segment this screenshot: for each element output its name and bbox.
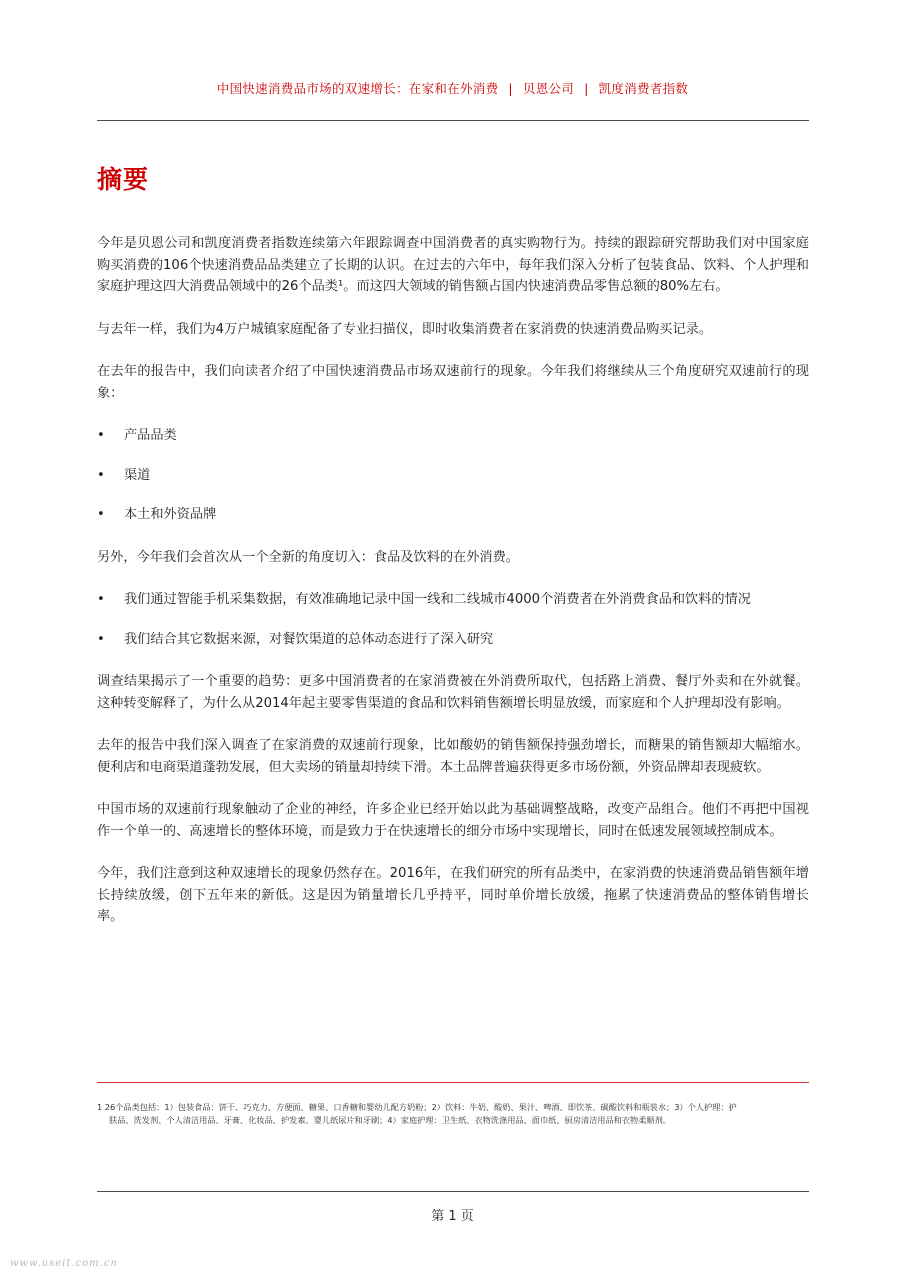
- paragraph-intro: 今年是贝恩公司和凯度消费者指数连续第六年跟踪调查中国消费者的真实购物行为。持续的跟踪研究帮助我们对中国家庭购买消费的106个快速消费品品类建立了长期的认识。在过去的六年中，每年我们深入分析了包装食品、饮料、个人护理和家庭护理这四大消费品领域中的26个品类¹。而这四大领域的销售额占国内快速消费品零售总额的80%左右。: [97, 236, 809, 294]
- list-item: • 我们结合其它数据来源，对餐饮渠道的总体动态进行了深入研究: [97, 629, 809, 651]
- paragraph-strategy: 中国市场的双速前行现象触动了企业的神经，许多企业已经开始以此为基础调整战略，改变产品组合。他们不再把中国视作一个单一的、高速增长的整体环境，而是致力于在快速增长的细分市场中实现增长，同时在低速发展领域控制成本。: [97, 802, 809, 839]
- paragraph-new-angle: 另外，今年我们会首次从一个全新的角度切入：食品及饮料的在外消费。: [97, 549, 519, 565]
- paragraph-three-angles: 在去年的报告中，我们向读者介绍了中国快速消费品市场双速前行的现象。今年我们将继续从三个角度研究双速前行的现象：: [97, 364, 809, 401]
- bullet-icon: •: [97, 631, 105, 647]
- section-title: 摘要: [97, 165, 150, 194]
- list-item: • 本土和外资品牌: [97, 504, 809, 526]
- footer-divider: [97, 1191, 809, 1192]
- paragraph-trend: 调查结果揭示了一个重要的趋势：更多中国消费者的在家消费被在外消费所取代，包括路上消费、餐厅外卖和在外就餐。这种转变解释了，为什么从2014年起主要零售渠道的食品和饮料销售额增长明显放缓，而家庭和个人护理却没有影响。: [97, 674, 809, 711]
- list-item: • 产品品类: [97, 425, 809, 447]
- footnote-divider: [97, 1082, 809, 1083]
- header-company-kantar: 凯度消费者指数: [598, 81, 689, 96]
- paragraph-last-year: 去年的报告中我们深入调查了在家消费的双速前行现象，比如酸奶的销售额保持强劲增长，而糖果的销售额却大幅缩水。便利店和电商渠道蓬勃发展，但大卖场的销量却持续下滑。本土品牌普遍获得更多市场份额，外资品牌却表现疲软。: [97, 738, 809, 775]
- header-separator: |: [508, 81, 513, 96]
- angles-list: [97, 425, 809, 526]
- bullet-icon: •: [97, 467, 105, 483]
- page-number: 第 1 页: [431, 1209, 474, 1224]
- methods-list: [97, 589, 809, 650]
- bullet-icon: •: [97, 592, 105, 607]
- header-divider: [97, 120, 809, 121]
- watermark: www.useit.com.cn: [10, 1258, 118, 1269]
- header-report-title: 中国快速消费品市场的双速增长：在家和在外消费: [216, 81, 499, 96]
- bullet-icon: •: [97, 428, 105, 443]
- header-company-bain: 贝恩公司: [522, 81, 575, 96]
- paragraph-this-year: 今年，我们注意到这种双速增长的现象仍然存在。2016年，在我们研究的所有品类中，在家消费的快速消费品销售额年增长持续放缓，创下五年来的新低。这是因为销量增长几乎持平，同时单价增长放缓，拖累了快速消费品的整体销售增长率。: [97, 866, 809, 924]
- header-separator: |: [584, 81, 589, 96]
- bullet-icon: •: [97, 507, 105, 522]
- running-header: [0, 79, 905, 97]
- list-item: • 渠道: [97, 465, 809, 487]
- list-item: • 我们通过智能手机采集数据，有效准确地记录中国一线和二线城市4000个消费者在外消费食品和饮料的情况: [97, 589, 809, 611]
- body-content: [97, 233, 809, 949]
- paragraph-scanners: 与去年一样，我们为4万户城镇家庭配备了专业扫描仪，即时收集消费者在家消费的快速消费品购买记录。: [97, 321, 713, 337]
- footnote: [97, 1101, 809, 1127]
- footnote-line: 1 26个品类包括：1）包装食品：饼干、巧克力、方便面、糖果、口香糖和婴幼儿配方奶粉；2）饮料：牛奶、酸奶、果汁、啤酒、即饮茶、碳酸饮料和瓶装水；3）个人护理：护: [97, 1102, 737, 1112]
- footnote-line: 肤品、洗发剂、个人清洁用品、牙膏、化妆品、护发素、婴儿纸尿片和牙刷；4）家庭护理：卫生纸、衣物洗涤用品、面巾纸、厨房清洁用品和衣物柔顺剂。: [109, 1115, 671, 1125]
